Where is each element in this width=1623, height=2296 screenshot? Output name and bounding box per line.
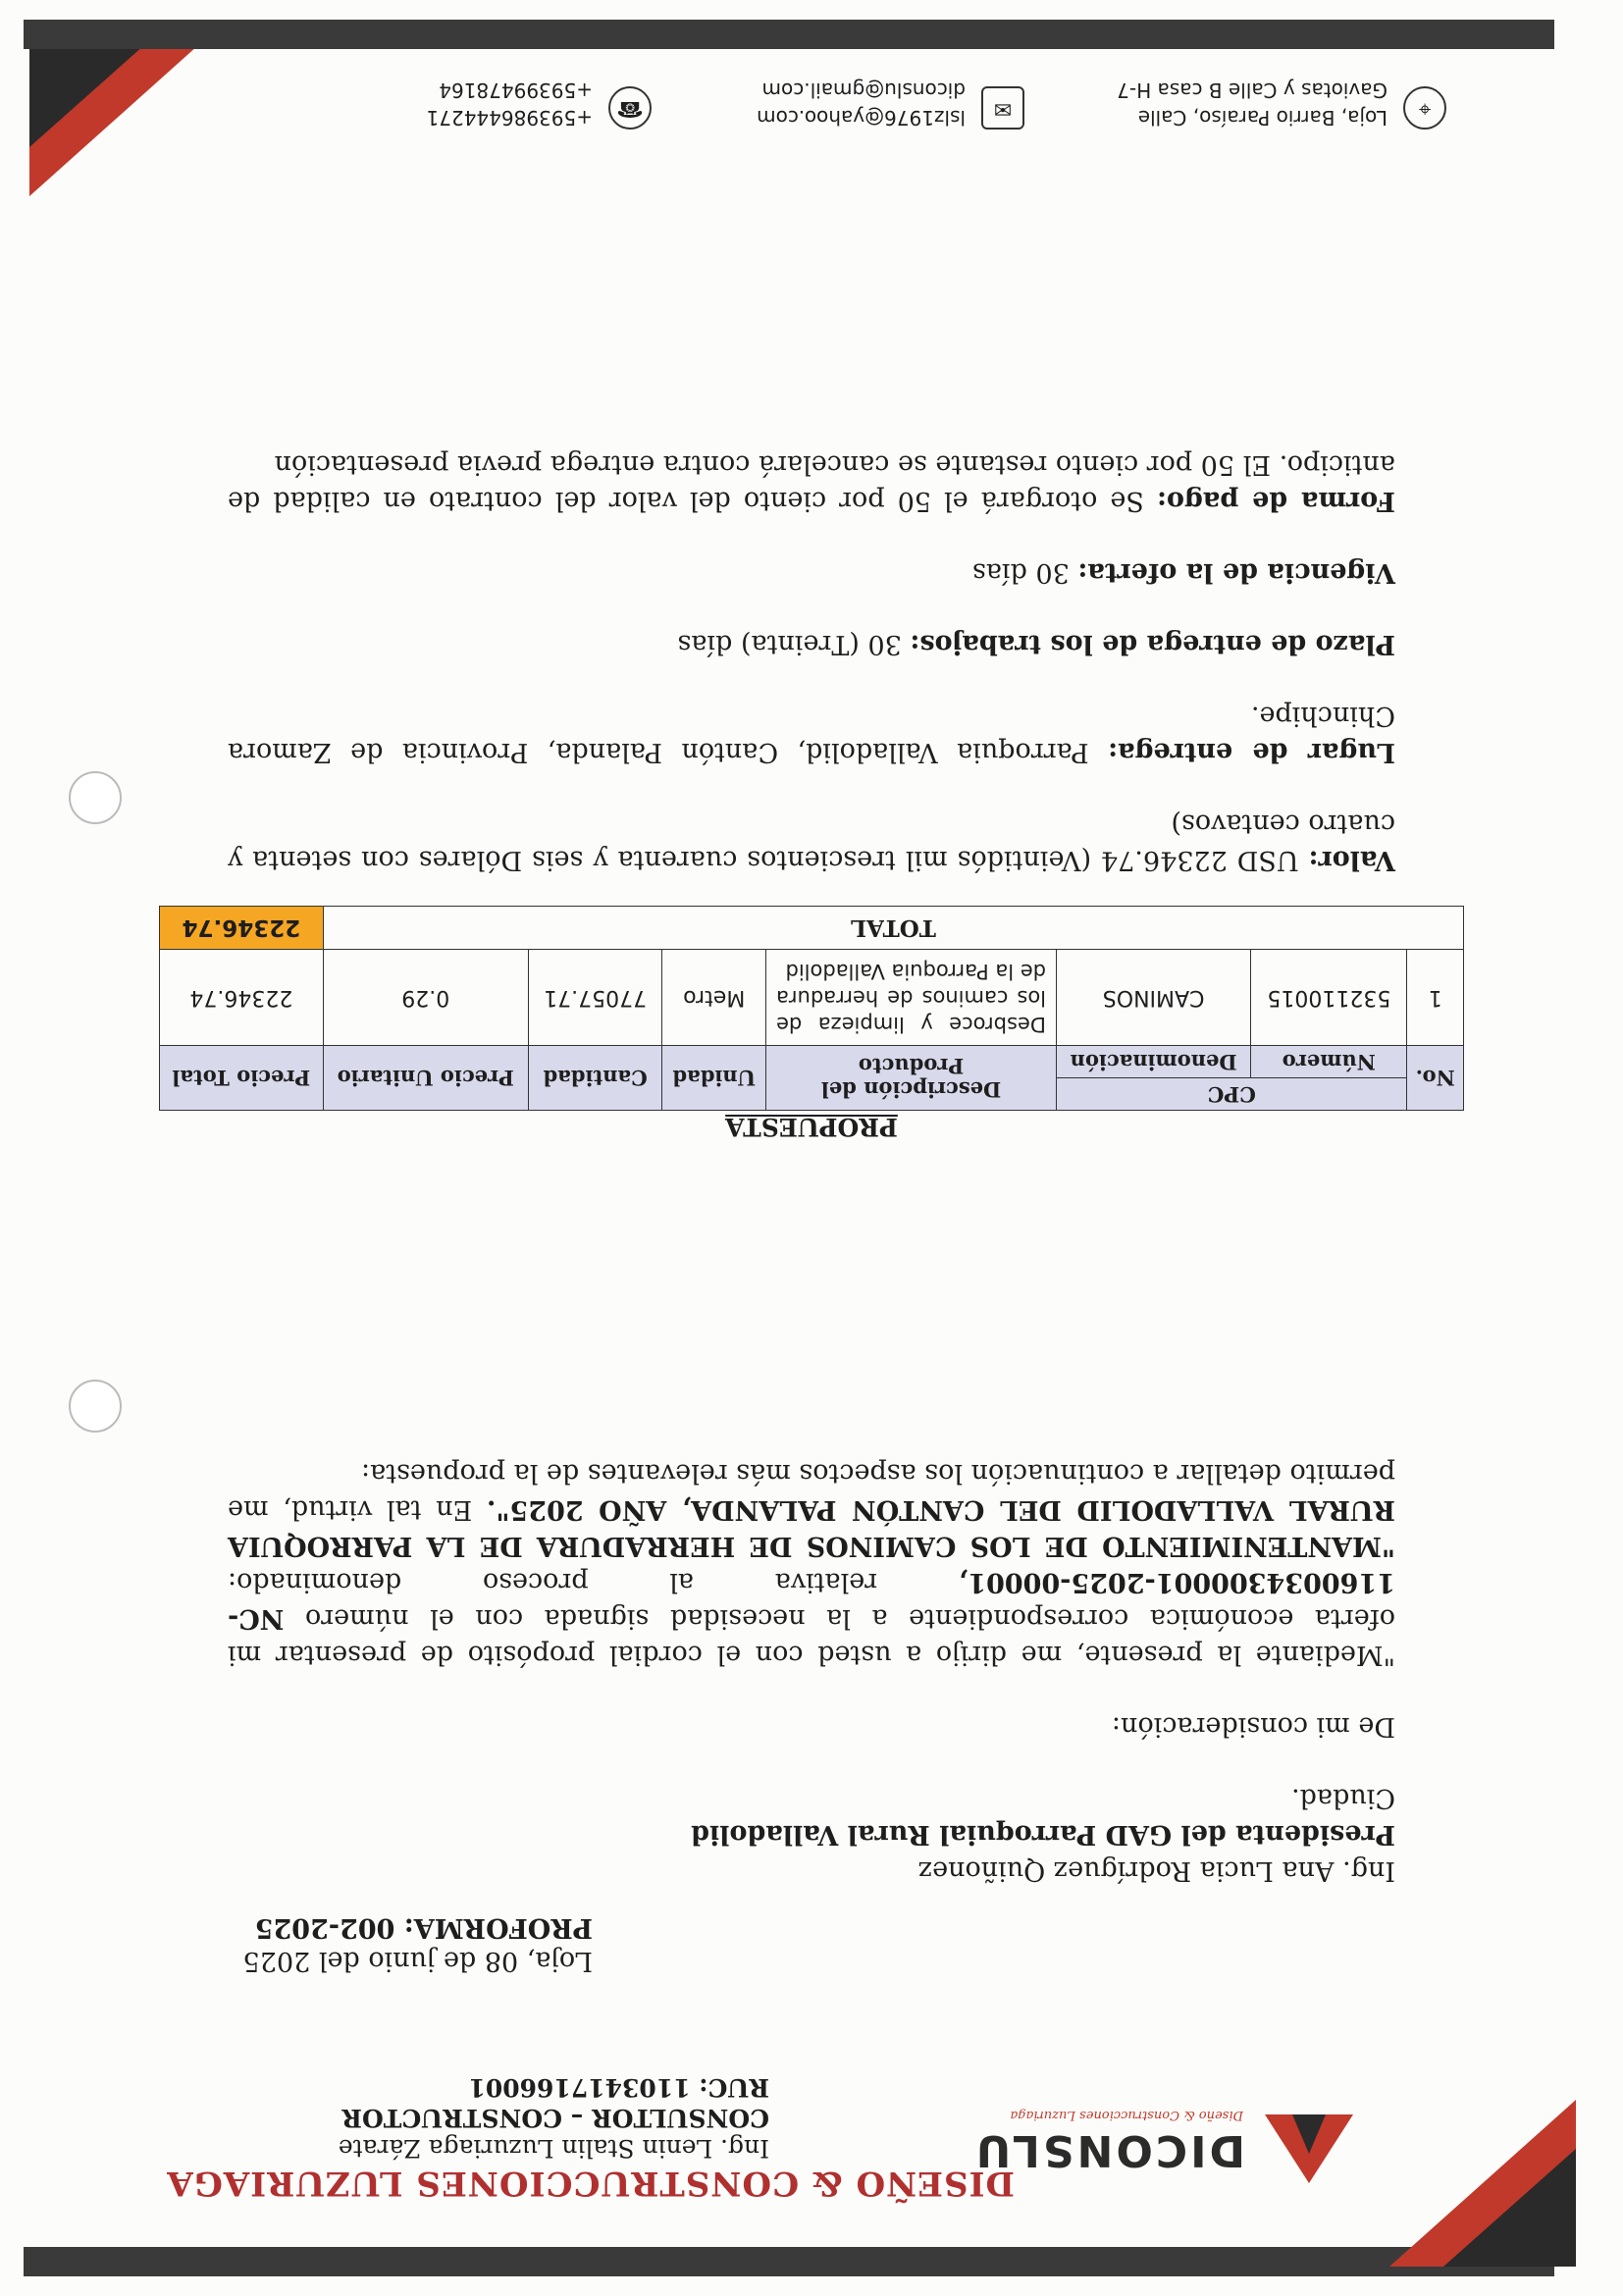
col-cantidad: Cantidad <box>528 1046 661 1111</box>
cell-unidad: Metro <box>662 950 766 1046</box>
salutation: De mi consideración: <box>1111 1711 1395 1742</box>
location-icon: ⌖ <box>1403 86 1446 130</box>
footer-address: Loja, Barrio Paraíso, Calle Gaviotas y Calle B casa H-7 <box>1117 78 1387 130</box>
proposal-terms <box>228 446 1395 878</box>
place-date: Loja, 08 de junio del 2025 <box>242 1946 593 1976</box>
company-name: DISEÑO & CONSTRUCCIONES LUZURIAGA <box>166 2164 1015 2203</box>
col-cpc: CPC <box>1057 1078 1407 1111</box>
col-precio-unitario: Precio Unitario <box>323 1046 528 1111</box>
col-numero: Número <box>1251 1046 1407 1078</box>
footer-emails: lslz1976@yahoo.com diconslu@gmail.com <box>757 78 966 130</box>
intro-paragraph: "Mediante la presente, me dirijo a usted con el cordial propósito de presentar mi oferta económica correspondiente a la necesidad signada con el número NC-1160034300001-2025-00001, relativa al proceso denominado: "MANTENIMIENTO DE LOS CAMINOS DE HERRADURA DE LA PARROQUIA RURAL VALLADOLID DEL CANTÓN PALANDA, AÑO 2025". En tal virtud, me permito detallar a continuación los aspectos más relevantes de la propuesta: <box>227 1458 1395 1670</box>
cell-precio-unitario: 0.29 <box>323 950 528 1046</box>
recipient-name: Ing. Ana Lucia Rodríguez Quiñonez <box>917 1855 1395 1886</box>
cell-precio-total: 22346.74 <box>160 950 324 1046</box>
process-name: "MANTENIMIENTO DE LOS CAMINOS DE HERRADURA DE LA PARROQUIA RURAL VALLADOLID DEL CANTÓN PALANDA, AÑO 2025". <box>228 1494 1395 1561</box>
corner-triangle-dark <box>1443 2149 1576 2267</box>
col-no: No. <box>1407 1046 1464 1111</box>
footer-band <box>24 20 1554 49</box>
vigencia-oferta: Vigencia de la oferta: 30 días <box>972 557 1395 588</box>
email-icon: ✉ <box>981 86 1024 130</box>
header-band <box>24 2247 1554 2276</box>
punch-hole <box>69 771 122 824</box>
proforma: PROFORMA: 002-2025 <box>254 1912 593 1943</box>
cell-no: 1 <box>1407 950 1464 1046</box>
logo-subtitle: Diseño & Construcciones Luzuriaga <box>1010 2108 1243 2122</box>
recipient-city: Ciudad. <box>1291 1783 1395 1813</box>
propuesta-title: PROPUESTA <box>725 1113 898 1141</box>
company-role: CONSULTOR – CONSTRUCTOR <box>341 2104 769 2132</box>
col-precio-total: Precio Total <box>160 1046 324 1111</box>
forma-pago: Forma de pago: Se otorgará el 50 por ciento del valor del contrato en calidad de anticipo. El 50 por ciento restante se cancelará contra entrega previa presentación <box>228 449 1395 516</box>
company-header <box>166 2072 1015 2203</box>
table-row <box>160 950 1464 1046</box>
total-value: 22346.74 <box>160 907 324 950</box>
need-code: NC-1160034300001-2025-00001, <box>228 1567 1395 1634</box>
cell-descripcion: Desbroce y limpieza de los caminos de herradura de la Parroquia Valladolid <box>766 950 1057 1046</box>
place-date-block <box>243 1910 593 1977</box>
total-label: TOTAL <box>323 907 1463 950</box>
plazo-entrega: Plazo de entrega de los trabajos: 30 (Treinta) días <box>677 629 1395 659</box>
letter-body <box>228 1455 1395 1889</box>
proposal-table <box>159 906 1464 1111</box>
footer-phones: +593986444271 +593994781​64 <box>426 78 593 130</box>
footer-contact <box>230 49 1432 137</box>
cell-cantidad: 77057.71 <box>528 950 661 1046</box>
engineer-name: Ing. Lenin Stalin Luzuriaga Zárate <box>338 2134 769 2163</box>
phone-icon: ☎ <box>608 86 652 130</box>
cell-numero: 532110015 <box>1251 950 1407 1046</box>
col-denominacion: Denominación <box>1057 1046 1251 1078</box>
logo-name: DICONSLU <box>972 2125 1245 2175</box>
col-unidad: Unidad <box>662 1046 766 1111</box>
valor: Valor: USD 22346.74 (Veintidós mil trescientos cuarenta y seis Dólares con setenta y cuatro centavos) <box>228 809 1395 875</box>
col-descripcion: Descripción del Producto <box>766 1046 1057 1111</box>
cell-denominacion: CAMINOS <box>1057 950 1251 1046</box>
company-ruc: RUC: 1103417166001 <box>468 2073 769 2102</box>
lugar-entrega: Lugar de entrega: Parroquia Valladolid, Cantón Palanda, Provincia de Zamora Chinchipe. <box>228 701 1395 767</box>
recipient-title: Presidenta del GAD Parroquial Rural Valladolid <box>691 1819 1395 1850</box>
punch-hole <box>69 1380 122 1433</box>
total-row <box>160 907 1464 950</box>
